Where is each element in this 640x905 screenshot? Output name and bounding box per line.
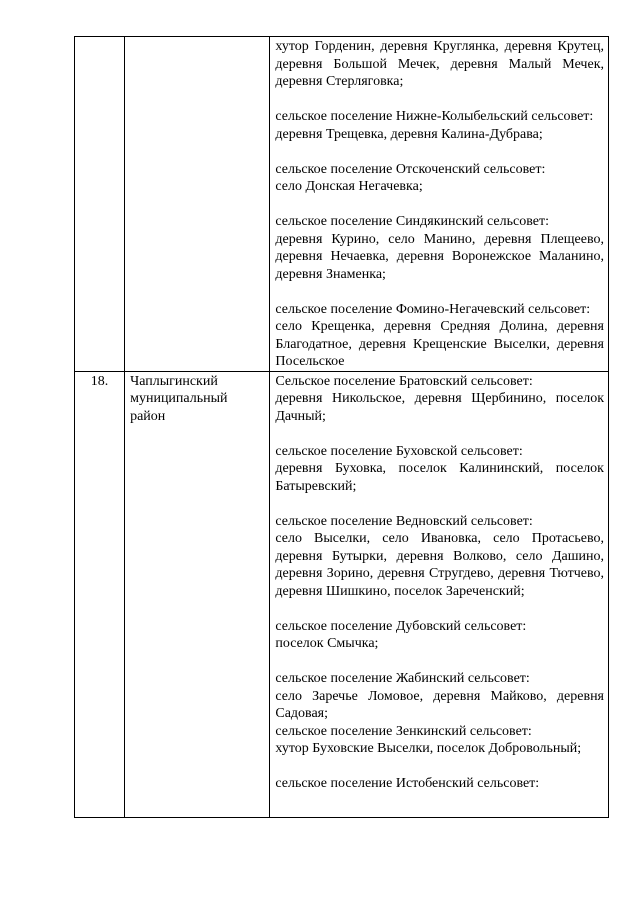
settlement-title: сельское поселение Буховской сельсовет: [275, 443, 523, 459]
district-name-cell [125, 371, 270, 818]
settlement-entry [275, 373, 604, 426]
settlement-entry [275, 38, 604, 91]
settlement-entry [275, 775, 604, 793]
settlements-cell [270, 371, 609, 818]
settlement-entry [275, 213, 604, 283]
district-name [125, 37, 269, 38]
row-number-cell [75, 37, 125, 372]
settlements-cell [270, 37, 609, 372]
settlement-list: хутор Буховские Выселки, поселок Добровольный; [275, 741, 582, 756]
settlement-title: сельское поселение Ведновский сельсовет: [275, 513, 533, 529]
settlement-title: сельское поселение Синдякинский сельсовет: [275, 214, 549, 229]
settlement-list: деревня Трещевка, деревня Калина-Дубрава; [275, 126, 543, 142]
table-row [75, 37, 609, 372]
settlement-title: Сельское поселение Братовский сельсовет: [275, 373, 533, 389]
settlement-title: сельское поселение Отскоченский сельсовет: [275, 161, 546, 177]
settlement-title: сельское поселение Фомино-Негачевский сельсовет: [275, 301, 591, 317]
settlement-title: сельское поселение Зенкинский сельсовет: [275, 723, 532, 739]
row-number [75, 37, 124, 38]
settlement-entry [275, 161, 604, 196]
settlement-entry [275, 618, 604, 653]
settlement-title: сельское поселение Дубовский сельсовет: [275, 618, 527, 634]
settlement-list: село Донская Негачевка; [275, 179, 423, 194]
settlement-entry [275, 443, 604, 496]
settlement-list: село Заречье Ломовое, деревня Майково, деревня Садовая; [275, 688, 604, 721]
settlement-title: сельское поселение Нижне-Колыбельский сельсовет: [275, 109, 594, 124]
settlement-title: сельское поселение Жабинский сельсовет: [275, 671, 530, 686]
settlement-list: поселок Смычка; [275, 636, 379, 651]
settlements-table [74, 36, 609, 818]
row-number: 18. [90, 373, 109, 389]
table-row [75, 371, 609, 818]
settlement-entry [275, 301, 604, 371]
district-name-cell [125, 37, 270, 372]
settlement-list: хутор Горденин, деревня Круглянка, деревня Крутец, деревня Большой Мечек, деревня Малый Мечек, деревня Стерляговка; [275, 39, 604, 89]
settlement-entry [275, 513, 604, 601]
row-number-cell [75, 371, 125, 818]
settlement-list: село Крещенка, деревня Средняя Долина, деревня Благодатное, деревня Крещенские Выселки, деревня Посельское [275, 319, 604, 369]
settlement-entry [275, 108, 604, 143]
settlement-entry [275, 670, 604, 723]
settlement-list: деревня Буховка, поселок Калининский, поселок Батыревский; [275, 461, 604, 494]
settlement-title: сельское поселение Истобенский сельсовет: [275, 776, 540, 791]
settlement-list: село Выселки, село Ивановка, село Протасьево, деревня Бутырки, деревня Волково, село Дашино, деревня Зорино, деревня Стругдево, деревня Тютчево, деревня Шишкино, поселок Зареченский; [275, 531, 604, 599]
settlement-list: деревня Никольское, деревня Щербинино, поселок Дачный; [275, 391, 604, 424]
settlement-entry [275, 723, 604, 758]
district-name: Чаплыгинский муниципальный район [130, 373, 228, 424]
settlement-list: деревня Курино, село Манино, деревня Плещеево, деревня Нечаевка, деревня Воронежское Маланино, деревня Знаменка; [275, 231, 604, 282]
